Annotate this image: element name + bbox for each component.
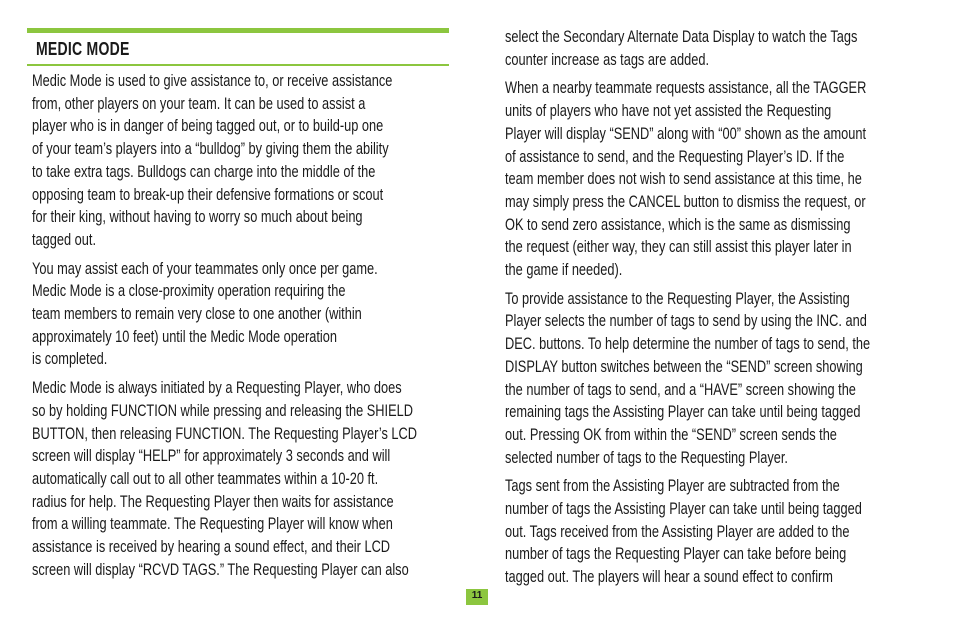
paragraph: select the Secondary Alternate Data Display to watch the Tags counter increase as tags are added. [505, 28, 858, 69]
paragraph: Medic Mode is used to give assistance to, or receive assistance from, other players on your team. It can be used to assist a player who is in danger of being tagged out, or to build-up one of your team’s players into a “bulldog” by giving them the ability to take extra tags. Bulldogs can charge into the middle of the opposing team to break-up their defensive formations or scout for their king, without having to worry so much about being tagged out. [32, 72, 393, 249]
paragraph: When a nearby teammate requests assistance, all the TAGGER units of players who have not yet assisted the Requesting Player will display “SEND” along with “00” shown as the amount of assistance to send, and the Requesting Player’s ID. If the team member does not wish to send assistance at this time, he may simply press the CANCEL button to dismiss the request, or OK to send zero assistance, which is the same as dismissing the request (either way, they can still assist this player later in the game if needed). [505, 79, 867, 280]
page-number: 11 [471, 590, 483, 601]
section-top-rule [27, 28, 449, 33]
paragraph: To provide assistance to the Requesting Player, the Assisting Player selects the number of tags to send by using the INC. and DEC. buttons. To help determine the number of tags to send, the DISPLAY button switches between the “SEND” screen showing the number of tags to send, and a “HAVE” screen showing the remaining tags the Assisting Player can take until being tagged out. Pressing OK from within the “SEND” screen sends the selected number of tags to the Requesting Player. [505, 289, 871, 467]
paragraph: Medic Mode is always initiated by a Requesting Player, who does so by holding FUNCTION while pressing and releasing the SHIELD BUTTON, then releasing FUNCTION. The Requesting Player’s LCD screen will display “HELP” for approximately 3 seconds and will automatically call out to all other teammates within a 10-20 ft. radius for help. The Requesting Player then waits for assistance from a willing teammate. The Requesting Player will know when assistance is received by hearing a sound effect, and their LCD screen will display “RCVD TAGS.” The Requesting Player can also [32, 379, 417, 579]
page-number-badge [466, 589, 488, 605]
section-title: MEDIC MODE [36, 39, 130, 59]
right-column [505, 26, 926, 589]
paragraph: Tags sent from the Assisting Player are subtracted from the number of tags the Assisting Player can take until being tagged out. Tags received from the Assisting Player are added to the number of tags the Requesting Player can take before being tagged out. The players will hear a sound effect to confirm [505, 477, 862, 587]
section-header [27, 38, 449, 66]
paragraph: You may assist each of your teammates only once per game. Medic Mode is a close-proximity operation requiring the team members to remain very close to one another (within approximately 10 feet) until the Medic Mode operation is completed. [32, 259, 378, 369]
left-column [32, 70, 454, 581]
